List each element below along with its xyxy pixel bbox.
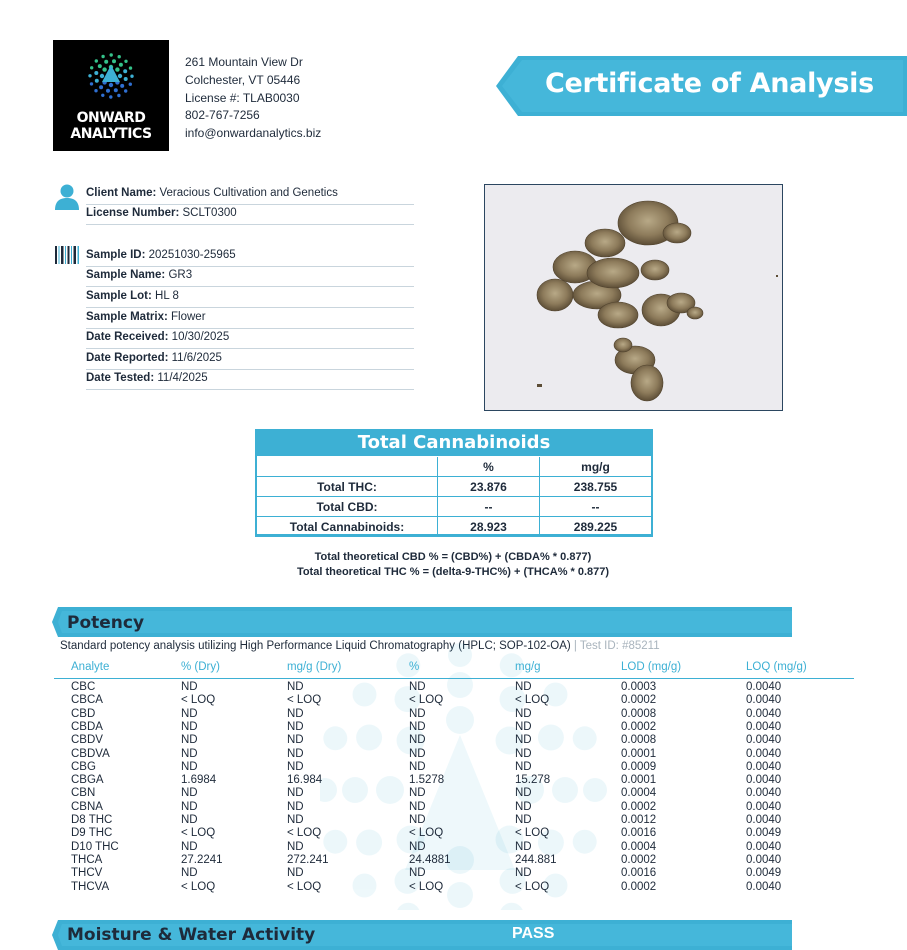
sample-label: Sample Matrix: [86,311,168,323]
table-cell: ND [287,734,304,747]
table-cell: D10 THC [71,840,119,853]
table-cell: ND [287,787,304,800]
table-cell: ND [409,760,426,773]
table-cell: 0.0040 [746,774,782,787]
moisture-status-badge: PASS [512,925,555,942]
sample-row [86,267,414,287]
watermark-logo [320,640,640,910]
table-cell: ND [409,840,426,853]
col-pct-dry: % (Dry) [181,661,220,673]
table-cell: < LOQ [409,827,444,840]
table-cell: 0.0049 [746,867,782,880]
table-cell: CBGA [71,774,104,787]
sample-value: 20251030-25965 [148,249,236,261]
table-cell: < LOQ [287,694,322,707]
col-analyte: Analyte [71,661,110,673]
table-cell: ND [515,734,532,747]
address-license: License #: TLAB0030 [185,90,300,105]
potency-method-text: Standard potency analysis utilizing High Performance Liquid Chromatography (HPLC; SOP-102-OA) [60,640,571,652]
table-cell: ND [287,747,304,760]
table-cell: ND [515,747,532,760]
table-cell: ND [409,800,426,813]
sample-label: Date Tested: [86,372,155,384]
cannabis-flower-image [485,185,782,410]
table-cell: 0.0002 [621,800,657,813]
table-cell: < LOQ [287,827,322,840]
table-cell: ND [181,760,198,773]
table-cell: CBDA [71,720,103,733]
potency-section-bar [52,607,792,637]
sample-row [86,350,414,370]
barcode-icon [55,246,79,264]
table-cell: 0.0004 [621,840,657,853]
table-cell: 0.0002 [621,853,657,866]
sample-row [86,329,414,349]
table-cell: ND [287,800,304,813]
table-cell: 0.0040 [746,681,782,693]
tc-row-label: Total CBD: [255,497,438,517]
table-cell: 0.0040 [746,720,782,733]
table-cell: D9 THC [71,827,113,840]
table-cell: 0.0009 [621,760,657,773]
table-cell: ND [515,867,532,880]
table-cell: < LOQ [181,827,216,840]
table-cell: 0.0040 [746,814,782,826]
table-cell: < LOQ [515,880,550,893]
table-cell: 0.0049 [746,827,782,840]
table-cell: 244.881 [515,853,557,866]
tc-header-mg: mg/g [540,457,653,477]
sample-row [86,309,414,329]
table-cell: 16.984 [287,774,323,787]
table-cell: ND [287,681,304,693]
table-cell: ND [515,787,532,800]
table-cell: 0.0001 [621,774,657,787]
tc-row-label: Total Cannabinoids: [255,517,438,537]
table-cell: CBNA [71,800,103,813]
table-cell: 0.0016 [621,827,657,840]
sample-label: Date Received: [86,331,169,343]
table-cell: 0.0008 [621,707,657,720]
table-cell: ND [409,734,426,747]
table-cell: D8 THC [71,814,113,826]
table-cell: 1.6984 [181,774,217,787]
table-cell: 24.4881 [409,853,451,866]
table-cell: ND [181,734,198,747]
table-cell: < LOQ [181,880,216,893]
table-cell: < LOQ [515,827,550,840]
table-cell: ND [515,760,532,773]
col-lod: LOD (mg/g) [621,661,682,673]
table-cell: ND [409,747,426,760]
table-cell: ND [515,814,532,826]
moisture-title: Moisture & Water Activity [67,925,316,945]
client-name-label: Client Name: [86,187,157,199]
cbd-formula: Total theoretical CBD % = (CBD%) + (CBDA% * 0.877) [314,551,592,563]
tc-row-label: Total THC: [255,477,438,497]
client-license-value: SCLT0300 [182,207,237,219]
table-cell: 0.0040 [746,800,782,813]
table-cell: ND [409,787,426,800]
table-cell: 272.241 [287,853,329,866]
table-cell: ND [181,787,198,800]
client-name-value: Veracious Cultivation and Genetics [159,187,338,199]
table-cell: ND [181,867,198,880]
table-cell: 0.0008 [621,734,657,747]
sample-value: 10/30/2025 [171,331,230,343]
table-cell: ND [515,707,532,720]
table-cell: ND [287,707,304,720]
potency-title: Potency [67,613,145,633]
table-cell: 0.0040 [746,840,782,853]
address-phone: 802-767-7256 [185,108,260,123]
table-cell: ND [181,707,198,720]
table-cell: THCV [71,867,103,880]
sample-value: HL 8 [155,290,179,302]
address-city: Colchester, VT 05446 [185,72,301,87]
table-cell: 0.0040 [746,694,782,707]
table-cell: ND [515,840,532,853]
lab-address [185,54,321,143]
table-cell: < LOQ [181,694,216,707]
table-cell: ND [515,720,532,733]
table-cell: CBD [71,707,96,720]
sample-label: Sample ID: [86,249,146,261]
table-cell: ND [287,867,304,880]
table-cell: CBN [71,787,96,800]
tc-header-pct: % [438,457,540,477]
table-cell: ND [409,720,426,733]
test-id: | Test ID: #85211 [570,640,660,652]
col-loq: LOQ (mg/g) [746,661,807,673]
col-pct: % [409,661,420,673]
tc-row-mg: 238.755 [540,477,653,497]
sample-row [86,370,414,390]
table-cell: ND [409,867,426,880]
table-cell: 0.0004 [621,787,657,800]
table-cell: 0.0040 [746,760,782,773]
logo-text-line1: ONWARD [76,110,146,126]
table-cell: 0.0012 [621,814,657,826]
page-title: Certificate of Analysis [545,68,874,99]
table-cell: 0.0040 [746,787,782,800]
table-cell: 0.0016 [621,867,657,880]
table-cell: 0.0040 [746,880,782,893]
table-cell: ND [287,760,304,773]
client-license-label: License Number: [86,207,180,219]
table-cell: < LOQ [409,880,444,893]
table-cell: CBC [71,681,96,693]
client-name-row [86,185,414,205]
address-email[interactable]: info@onwardanalytics.biz [185,126,322,141]
table-cell: < LOQ [515,694,550,707]
table-cell: 0.0002 [621,880,657,893]
table-cell: ND [181,814,198,826]
sample-value: Flower [171,311,206,323]
tc-header-blank [255,457,438,477]
table-cell: CBDVA [71,747,110,760]
table-cell: < LOQ [409,694,444,707]
table-cell: 1.5278 [409,774,445,787]
sample-value: GR3 [168,269,193,281]
sample-row [86,288,414,308]
header-divider [54,678,854,679]
sample-value: 11/6/2025 [171,352,222,364]
table-cell: ND [409,707,426,720]
table-cell: CBDV [71,734,103,747]
table-cell: ND [181,747,198,760]
sample-label: Date Reported: [86,352,169,364]
logo-text-line2: ANALYTICS [70,126,152,142]
table-cell: 15.278 [515,774,551,787]
table-cell: ND [181,840,198,853]
sample-row [86,247,414,267]
tc-row-pct: -- [438,497,540,517]
col-mg-dry: mg/g (Dry) [287,661,342,673]
table-cell: ND [515,800,532,813]
table-cell: 27.2241 [181,853,223,866]
table-cell: 0.0040 [746,707,782,720]
table-cell: ND [181,681,198,693]
total-cannabinoids-title: Total Cannabinoids [255,429,653,456]
col-mg: mg/g [515,661,541,673]
table-cell: ND [515,681,532,693]
sample-photo [484,184,783,411]
sample-label: Sample Name: [86,269,166,281]
tc-row-mg: -- [540,497,653,517]
tc-row-mg: 289.225 [540,517,653,537]
tc-row-pct: 23.876 [438,477,540,497]
sample-value: 11/4/2025 [157,372,208,384]
table-cell: ND [181,720,198,733]
table-cell: < LOQ [287,880,322,893]
table-cell: ND [409,814,426,826]
table-cell: THCVA [71,880,110,893]
table-cell: 0.0040 [746,734,782,747]
table-cell: 0.0002 [621,694,657,707]
address-street: 261 Mountain View Dr [185,55,303,69]
table-cell: ND [287,840,304,853]
table-cell: CBG [71,760,96,773]
user-icon [54,183,80,211]
table-cell: CBCA [71,694,103,707]
lab-logo [53,40,169,151]
tc-row-pct: 28.923 [438,517,540,537]
table-cell: 0.0002 [621,720,657,733]
table-cell: ND [409,681,426,693]
table-cell: THCA [71,853,103,866]
sample-label: Sample Lot: [86,290,152,302]
table-cell: 0.0040 [746,747,782,760]
thc-formula: Total theoretical THC % = (delta-9-THC%) + (THCA% * 0.877) [296,566,610,578]
table-cell: ND [181,800,198,813]
client-license-row [86,205,414,225]
table-cell: 0.0040 [746,853,782,866]
table-cell: ND [287,814,304,826]
table-cell: 0.0001 [621,747,657,760]
table-cell: ND [287,720,304,733]
table-cell: 0.0003 [621,681,657,693]
